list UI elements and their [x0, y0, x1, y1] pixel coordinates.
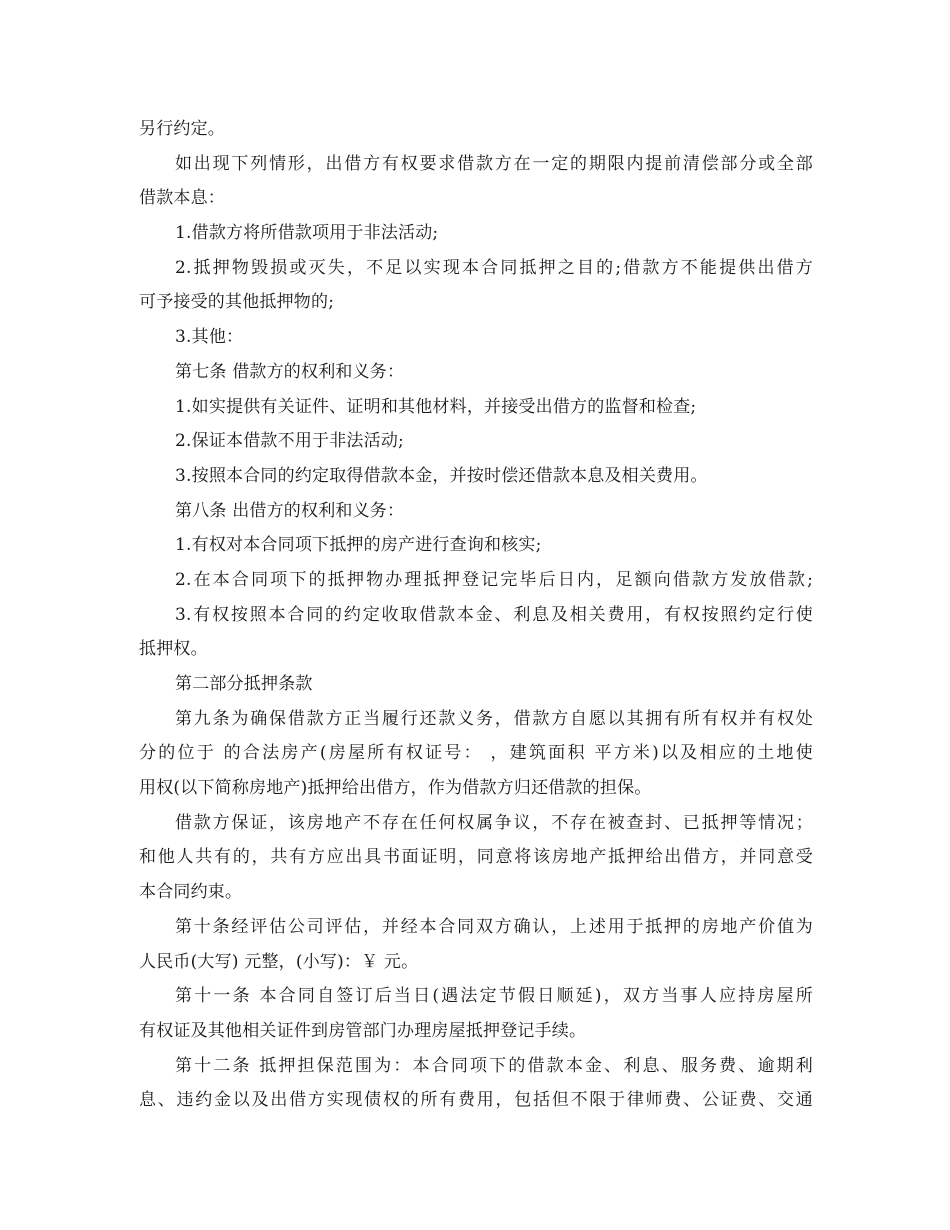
text-line: 第九条为确保借款方正当履行还款义务，借款方自愿以其拥有所有权并有权处: [175, 708, 813, 729]
text-line: 3.按照本合同的约定取得借款本金，并按时偿还借款本息及相关费用。: [175, 465, 708, 486]
text-line: 第二部分抵押条款: [175, 674, 313, 694]
text-line: 2.保证本借款不用于非法活动;: [175, 431, 404, 452]
text-line: 本合同约束。: [139, 882, 243, 903]
text-line: 可予接受的其他抵押物的;: [139, 292, 335, 313]
text-line: 另行约定。: [139, 119, 225, 139]
text-line: 3.有权按照本合同的约定收取借款本金、利息及相关费用，有权按照约定行使: [175, 604, 813, 625]
text-line: 第十二条 抵押担保范围为：本合同项下的借款本金、利息、服务费、逾期利: [175, 1055, 813, 1076]
text-line: 第十一条 本合同自签订后当日(遇法定节假日顺延)，双方当事人应持房屋所: [175, 986, 813, 1007]
text-line: 借款本息：: [139, 188, 225, 209]
text-line: 3.其他：: [175, 327, 244, 348]
text-line: 有权证及其他相关证件到房管部门办理房屋抵押登记手续。: [139, 1020, 587, 1041]
text-line: 人民币(大写) 元整，(小写)：￥ 元。: [139, 951, 419, 972]
text-line: 第七条 借款方的权利和义务：: [175, 361, 405, 382]
text-line: 如出现下列情形，出借方有权要求借款方在一定的期限内提前清偿部分或全部: [175, 153, 813, 174]
text-line: 和他人共有的，共有方应出具书面证明，同意将该房地产抵押给出借方，并同意受: [139, 847, 813, 868]
text-line: 2.在本合同项下的抵押物办理抵押登记完毕后日内，足额向借款方发放借款;: [175, 569, 813, 590]
text-line: 抵押权。: [139, 639, 208, 660]
text-line: 借款方保证，该房地产不存在任何权属争议，不存在被查封、已抵押等情况；: [175, 812, 813, 833]
text-line: 1.有权对本合同项下抵押的房产进行查询和核实;: [175, 535, 542, 556]
document-body: [139, 112, 813, 1118]
text-line: 2.抵押物毁损或灭失，不足以实现本合同抵押之目的;借款方不能提供出借方: [175, 257, 813, 278]
text-line: 1.如实提供有关证件、证明和其他材料，并接受出借方的监督和检查;: [175, 396, 697, 417]
text-line: 第十条经评估公司评估，并经本合同双方确认，上述用于抵押的房地产价值为: [175, 916, 813, 937]
text-line: 第八条 出借方的权利和义务：: [175, 500, 405, 521]
text-line: 1.借款方将所借款项用于非法活动;: [175, 223, 439, 244]
text-line: 分的位于 的合法房产(房屋所有权证号： ，建筑面积 平方米)以及相应的土地使: [139, 743, 813, 764]
text-line: 息、违约金以及出借方实现债权的所有费用，包括但不限于律师费、公证费、交通: [139, 1090, 813, 1111]
text-line: 用权(以下简称房地产)抵押给出借方，作为借款方归还借款的担保。: [139, 778, 652, 799]
